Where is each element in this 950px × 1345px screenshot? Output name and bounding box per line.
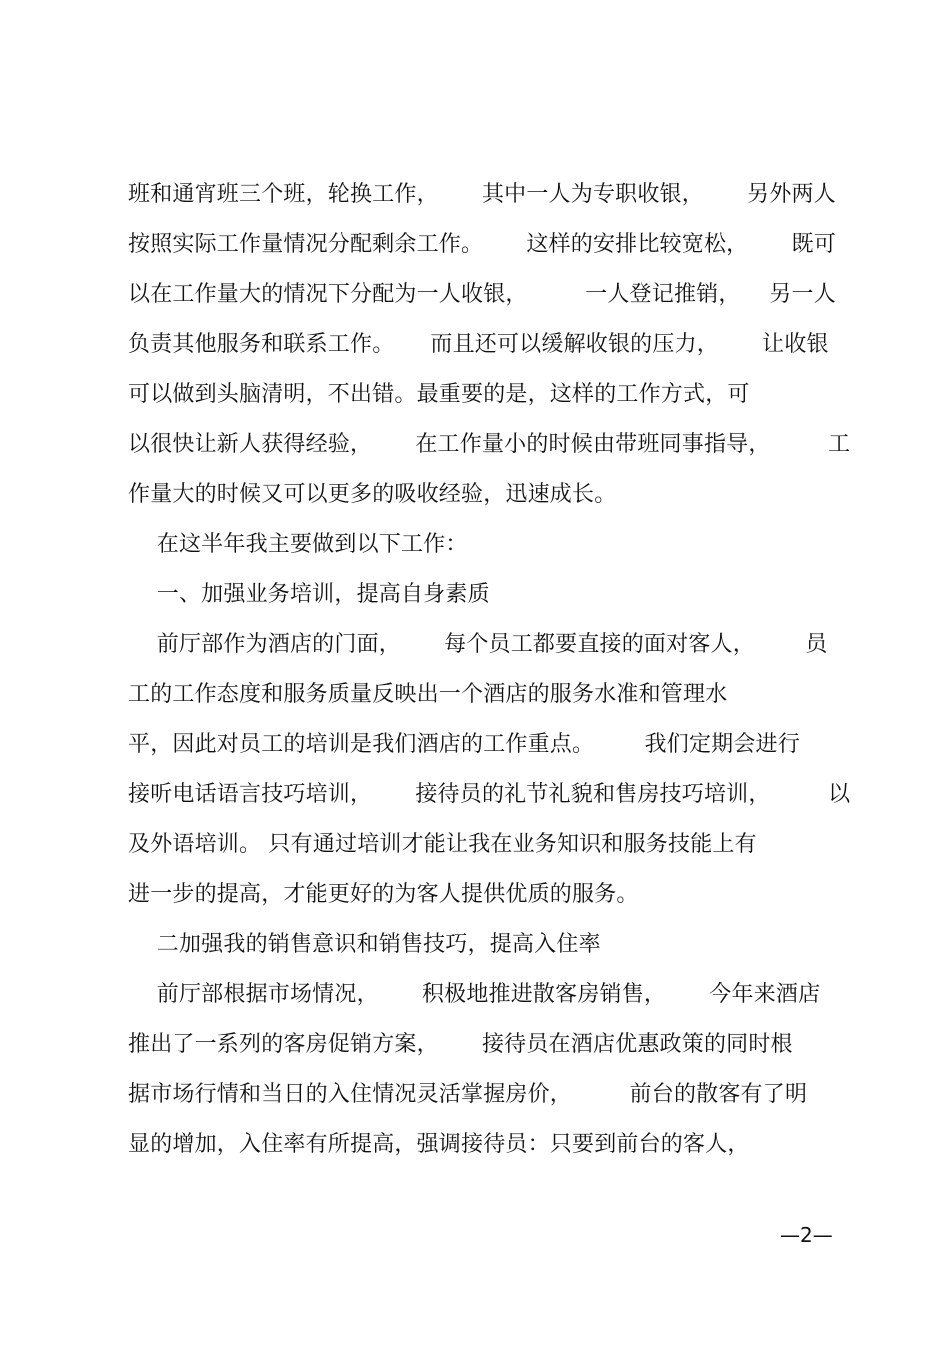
body-text-line: 据市场行情和当日的入住情况灵活掌握房价， 前台的散客有了明 <box>128 1082 808 1107</box>
body-text-line: 进一步的提高，才能更好的为客人提供优质的服务。 <box>128 882 639 907</box>
body-text-line: 前厅部根据市场情况， 积极地推进散客房销售， 今年来酒店 <box>128 982 821 1007</box>
body-text-line: 以在工作量大的情况下分配为一人收银， 一人登记推销， 另一人 <box>128 282 836 307</box>
body-text-line: 按照实际工作量情况分配剩余工作。 这样的安排比较宽松， 既可 <box>128 232 836 257</box>
body-text-line: 负责其他服务和联系工作。 而且还可以缓解收银的压力， 让收银 <box>128 332 829 357</box>
body-text-line: 作量大的时候又可以更多的吸收经验，迅速成长。 <box>128 482 617 507</box>
paragraph-intro: 在这半年我主要做到以下工作： <box>128 532 468 557</box>
section-heading-2: 二加强我的销售意识和销售技巧，提高入住率 <box>128 932 601 957</box>
body-text-line: 以很快让新人获得经验， 在工作量小的时候由带班同事指导， 工 <box>128 432 851 457</box>
section-heading-1: 一、加强业务培训，提高自身素质 <box>128 582 490 607</box>
body-text-line: 显的增加，入住率有所提高，强调接待员：只要到前台的客人， <box>128 1132 750 1157</box>
body-text-line: 推出了一系列的客房促销方案， 接待员在酒店优惠政策的同时根 <box>128 1032 793 1057</box>
body-text-line: 可以做到头脑清明，不出错。最重要的是，这样的工作方式，可 <box>128 382 750 407</box>
body-text-line: 班和通宵班三个班，轮换工作， 其中一人为专职收银， 另外两人 <box>128 182 836 207</box>
body-text-line: 接听电话语言技巧培训， 接待员的礼节礼貌和售房技巧培训， 以 <box>128 782 851 807</box>
body-text-line: 及外语培训。 只有通过培训才能让我在业务知识和服务技能上有 <box>128 832 757 857</box>
page-number: —2— <box>780 1223 833 1247</box>
body-text-line: 平，因此对员工的培训是我们酒店的工作重点。 我们定期会进行 <box>128 732 800 757</box>
body-text-line: 前厅部作为酒店的门面， 每个员工都要直接的面对客人， 员 <box>128 632 828 657</box>
body-text-line: 工的工作态度和服务质量反映出一个酒店的服务水准和管理水 <box>128 682 728 707</box>
